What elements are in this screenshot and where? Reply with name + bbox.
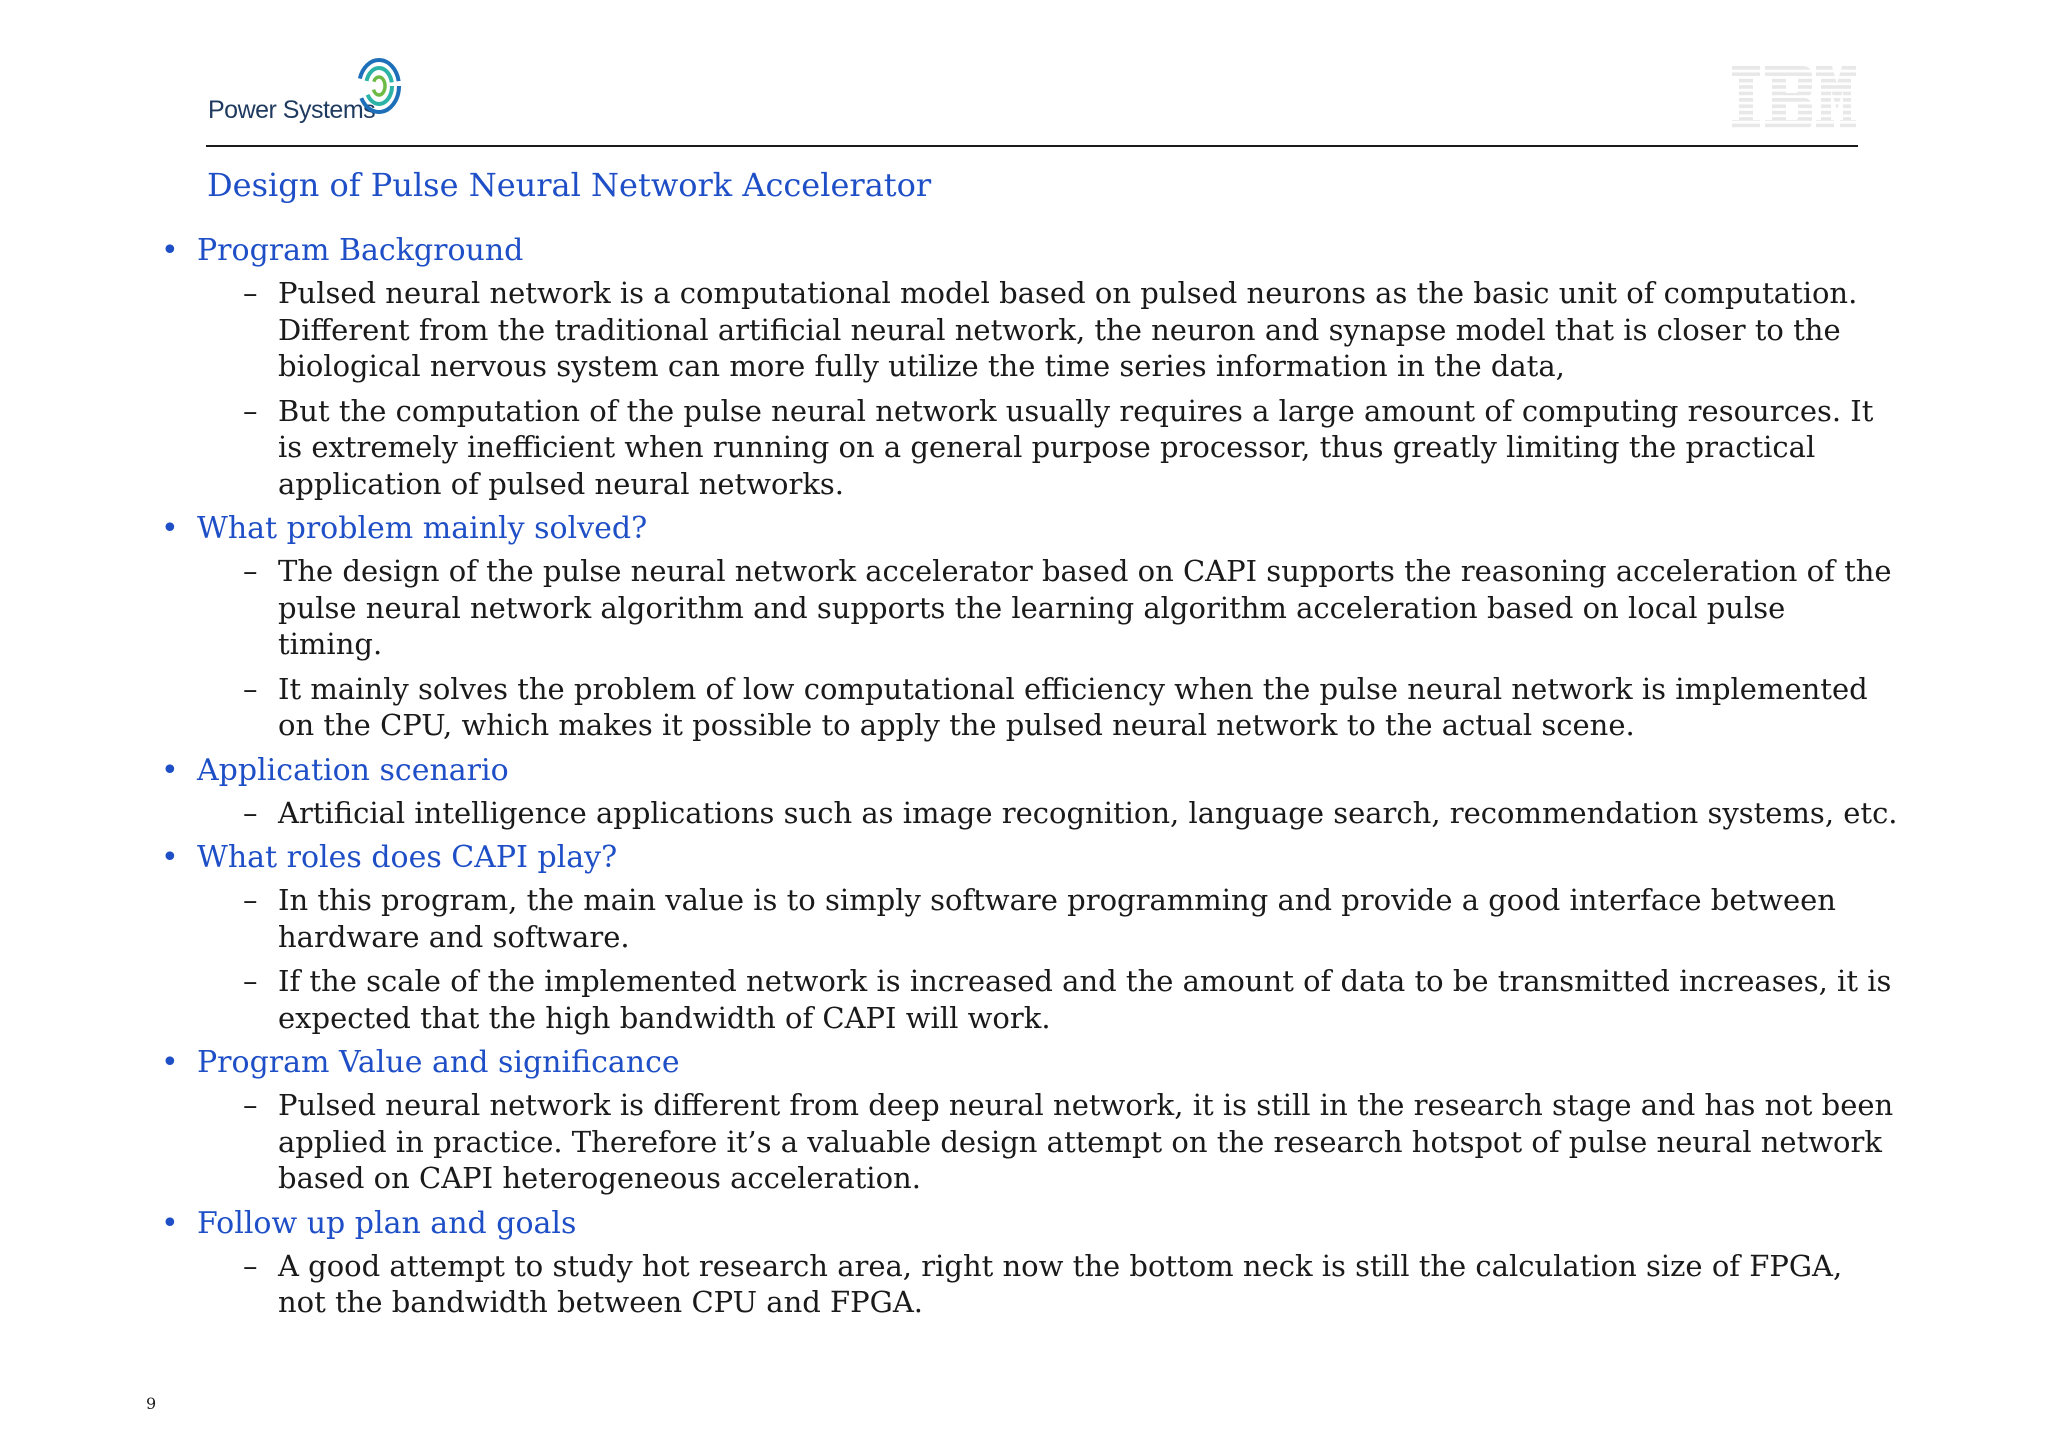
section-heading: • Program Background [155,232,1895,269]
slide-content [155,232,1898,1329]
list-item: – Pulsed neural network is a computational model based on pulsed neurons as the basic unit of computation. Different from the traditional artificial neural network, the neuron and synapse model that is closer to the biological nervous system can more fully utilize the time series information in the data, [155,275,1898,385]
section-capi-roles [155,839,1895,1036]
power-systems-logo [208,56,408,126]
list-item: – Pulsed neural network is different from deep neural network, it is still in the research stage and has not been applied in practice. Therefore it’s a valuable design attempt on the research hotspot of pulse neural network based on CAPI heterogeneous acceleration. [155,1087,1898,1197]
power-systems-logo-text: Power Systems [208,96,376,124]
list-item: – If the scale of the implemented network is increased and the amount of data to be transmitted increases, it is expected that the high bandwidth of CAPI will work. [155,963,1898,1036]
ibm-logo [1732,66,1856,130]
section-application-scenario [155,752,1898,832]
page-number: 9 [146,1394,157,1413]
list-item: – A good attempt to study hot research area, right now the bottom neck is still the calculation size of FPGA, not the bandwidth between CPU and FPGA. [155,1248,1898,1321]
page-title: Design of Pulse Neural Network Accelerator [207,166,932,204]
list-item: – The design of the pulse neural network accelerator based on CAPI supports the reasoning acceleration of the pulse neural network algorithm and supports the learning algorithm acceleration based on local pulse timing. [155,553,1898,663]
list-item: – But the computation of the pulse neural network usually requires a large amount of computing resources. It is extremely inefficient when running on a general purpose processor, thus greatly limiting the practical application of pulsed neural networks. [155,393,1898,503]
section-heading: • What roles does CAPI play? [155,839,1895,876]
list-item: – It mainly solves the problem of low computational efficiency when the pulse neural network is implemented on the CPU, which makes it possible to apply the pulsed neural network to the actual scene. [155,671,1898,744]
section-program-background [155,232,1895,502]
list-item: – In this program, the main value is to simply software programming and provide a good interface between hardware and software. [155,882,1898,955]
section-heading: • What problem mainly solved? [155,510,1895,547]
section-follow-up [155,1205,1895,1321]
section-program-value [155,1044,1895,1197]
section-problem-solved [155,510,1895,744]
header-divider [206,145,1858,147]
list-item: – Artificial intelligence applications such as image recognition, language search, recommendation systems, etc. [155,795,1898,832]
power-systems-swirl-icon [354,56,404,116]
section-heading: • Program Value and significance [155,1044,1895,1081]
section-heading: • Follow up plan and goals [155,1205,1895,1242]
ibm-logo-icon [1732,66,1856,130]
section-heading: • Application scenario [155,752,1895,789]
